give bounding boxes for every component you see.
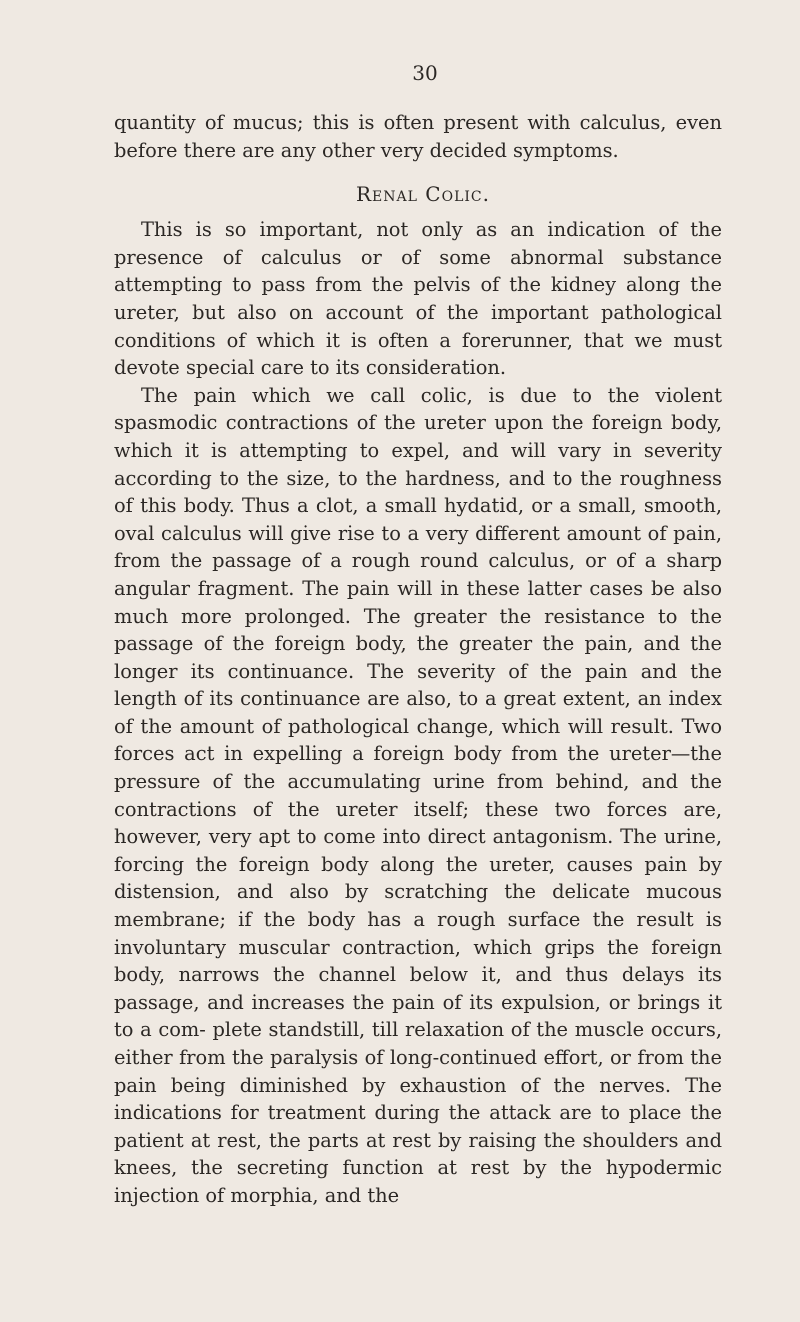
book-page — [114, 62, 722, 1210]
body-paragraph: This is so important, not only as an indication of the presence of calculus or of some abnormal substance attempting to pass from the pelvis of the kidney along the ureter, but also on account of the important pathological conditions of which it is often a forerunner, that we must devote special care to its consideration. — [114, 218, 722, 380]
opening-paragraph: quantity of mucus; this is often present with calculus, even before there are any other very decided symptoms. — [114, 111, 722, 162]
body-paragraph: The pain which we call colic, is due to the violent spasmodic contractions of the ureter upon the foreign body, which it is attempting to expel, and will vary in severity according to the size, to the hardness, and to the roughness of this body. Thus a clot, a small hydatid, or a small, smooth, oval calculus will give rise to a very different amount of pain, from the passage of a rough round calculus, or of a sharp angular fragment. The pain will in these latter cases be also much more prolonged. The greater the resistance to the passage of the foreign body, the greater the pain, and the longer its continuance. The severity of the pain and the length of its continuance are also, to a great extent, an index of the amount of pathological change, which will result. Two forces act in expelling a foreign body from the ureter—the pressure of the accumulating urine from behind, and the contractions of the ureter itself; these two forces are, however, very apt to come into direct antagonism. The urine, forcing the foreign body along the ureter, causes pain by distension, and also by scratching the delicate mucous membrane; if the body has a rough surface the result is involuntary muscular contraction, which grips the foreign body, narrows the channel below it, and thus delays its passage, and increases the pain of its expulsion, or brings it to a com- plete standstill, till relaxation of the muscle occurs, either from the paralysis of long-continued effort, or from the pain being diminished by exhaustion of the nerves. The indications for treatment during the attack are to place the patient at rest, the parts at rest by raising the shoulders and knees, the secreting function at rest by the hypodermic injection of morphia, and the — [114, 383, 722, 1207]
section-heading: Renal Colic. — [356, 182, 490, 207]
page-number: 30 — [412, 61, 438, 85]
